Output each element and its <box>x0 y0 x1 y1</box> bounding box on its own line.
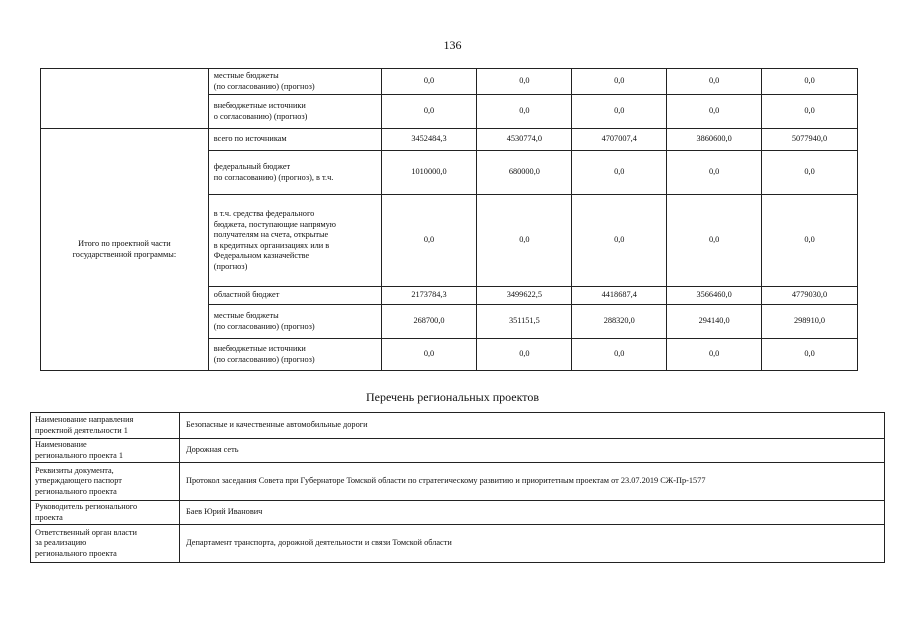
source-label <box>208 339 381 371</box>
value-cell: 4418687,4 <box>572 287 667 305</box>
text-line: местные бюджеты <box>213 71 279 80</box>
budget-table <box>40 68 858 371</box>
text-line: проектной деятельности 1 <box>35 425 128 435</box>
project-row <box>31 525 885 563</box>
value-cell: 0,0 <box>381 339 477 371</box>
text-line: о согласованию) (прогноз) <box>213 111 308 121</box>
value-cell: 5077940,0 <box>762 129 858 151</box>
project-row <box>31 463 885 501</box>
value-cell: 298910,0 <box>762 305 858 339</box>
project-field-label <box>31 439 180 463</box>
value-cell: 0,0 <box>572 95 667 129</box>
value-cell: 0,0 <box>477 339 572 371</box>
projects-table <box>30 412 885 563</box>
value-cell: 3499622,5 <box>477 287 572 305</box>
value-cell: 0,0 <box>667 339 762 371</box>
project-field-value: Дорожная сеть <box>180 439 885 463</box>
source-label <box>208 151 381 195</box>
value-cell: 351151,5 <box>477 305 572 339</box>
project-row <box>31 501 885 525</box>
value-cell: 0,0 <box>572 339 667 371</box>
project-field-label <box>31 501 180 525</box>
text-line: Федеральном казначействе <box>213 251 310 260</box>
value-cell: 4779030,0 <box>762 287 858 305</box>
value-cell: 4530774,0 <box>477 129 572 151</box>
value-cell: 0,0 <box>667 195 762 287</box>
group-label <box>41 129 209 371</box>
value-cell: 0,0 <box>762 339 858 371</box>
project-field-value: Департамент транспорта, дорожной деятельности и связи Томской области <box>180 525 885 563</box>
text-line: регионального проекта <box>35 548 117 558</box>
text-line: Ответственный орган власти <box>35 527 138 537</box>
text-line: Наименование направления <box>35 415 134 424</box>
text-line: (прогноз) <box>213 261 248 271</box>
text-line: Реквизиты документа, <box>35 465 114 475</box>
text-line: всего по источникам <box>213 134 287 144</box>
text-line: регионального проекта 1 <box>35 450 124 460</box>
project-field-value: Безопасные и качественные автомобильные дороги <box>180 413 885 439</box>
text-line: местные бюджеты <box>213 311 279 320</box>
text-line: за реализацию <box>35 538 87 548</box>
value-cell: 0,0 <box>762 95 858 129</box>
value-cell: 0,0 <box>667 69 762 95</box>
source-label <box>208 287 381 305</box>
value-cell: 3860600,0 <box>667 129 762 151</box>
value-cell: 0,0 <box>572 69 667 95</box>
value-cell: 0,0 <box>381 95 477 129</box>
text-line: по согласованию) (прогноз), в т.ч. <box>213 172 334 182</box>
text-line: (по согласованию) (прогноз) <box>213 321 315 331</box>
value-cell: 0,0 <box>477 95 572 129</box>
budget-row <box>41 69 858 95</box>
value-cell: 1010000,0 <box>381 151 477 195</box>
text-line: Руководитель регионального <box>35 502 138 511</box>
value-cell: 0,0 <box>381 69 477 95</box>
source-label <box>208 129 381 151</box>
budget-row <box>41 129 858 151</box>
project-field-label <box>31 413 180 439</box>
value-cell: 0,0 <box>762 69 858 95</box>
text-line: получателям на счета, открытые <box>213 230 329 239</box>
text-line: областной бюджет <box>213 290 280 300</box>
source-label <box>208 69 381 95</box>
value-cell: 0,0 <box>667 95 762 129</box>
source-label <box>208 195 381 287</box>
value-cell: 0,0 <box>762 195 858 287</box>
value-cell: 0,0 <box>762 151 858 195</box>
project-row <box>31 413 885 439</box>
group-cell-empty <box>41 69 209 129</box>
value-cell: 680000,0 <box>477 151 572 195</box>
value-cell: 268700,0 <box>381 305 477 339</box>
text-line: внебюджетные источники <box>213 101 306 110</box>
text-line: в кредитных организациях или в <box>213 240 330 250</box>
value-cell: 3452484,3 <box>381 129 477 151</box>
text-line: утверждающего паспорт <box>35 476 122 486</box>
text-line: регионального проекта <box>35 486 117 496</box>
value-cell: 2173784,3 <box>381 287 477 305</box>
project-field-value: Протокол заседания Совета при Губернаторе Томской области по стратегическому развитию и приоритетным проектам от 23.07.2019 СЖ-Пр-1577 <box>180 463 885 501</box>
source-label <box>208 95 381 129</box>
project-row <box>31 439 885 463</box>
text-line: (по согласованию) (прогноз) <box>213 81 315 91</box>
text-line: бюджета, поступающие напрямую <box>213 219 336 229</box>
page-number: 136 <box>443 38 462 52</box>
project-field-label <box>31 463 180 501</box>
text-line: государственной программы: <box>72 249 177 259</box>
text-line: Наименование <box>35 440 87 449</box>
value-cell: 0,0 <box>572 151 667 195</box>
section-title: Перечень региональных проектов <box>365 390 540 404</box>
text-line: проекта <box>35 512 63 522</box>
project-field-value: Баев Юрий Иванович <box>180 501 885 525</box>
value-cell: 0,0 <box>477 195 572 287</box>
value-cell: 0,0 <box>381 195 477 287</box>
value-cell: 4707007,4 <box>572 129 667 151</box>
text-line: (по согласованию) (прогноз) <box>213 354 315 364</box>
value-cell: 3566460,0 <box>667 287 762 305</box>
text-line: федеральный бюджет <box>213 162 291 171</box>
value-cell: 0,0 <box>477 69 572 95</box>
source-label <box>208 305 381 339</box>
value-cell: 294140,0 <box>667 305 762 339</box>
value-cell: 0,0 <box>572 195 667 287</box>
value-cell: 0,0 <box>667 151 762 195</box>
value-cell: 288320,0 <box>572 305 667 339</box>
text-line: в т.ч. средства федерального <box>213 209 315 218</box>
text-line: Итого по проектной части <box>78 239 171 248</box>
text-line: внебюджетные источники <box>213 344 306 353</box>
project-field-label <box>31 525 180 563</box>
